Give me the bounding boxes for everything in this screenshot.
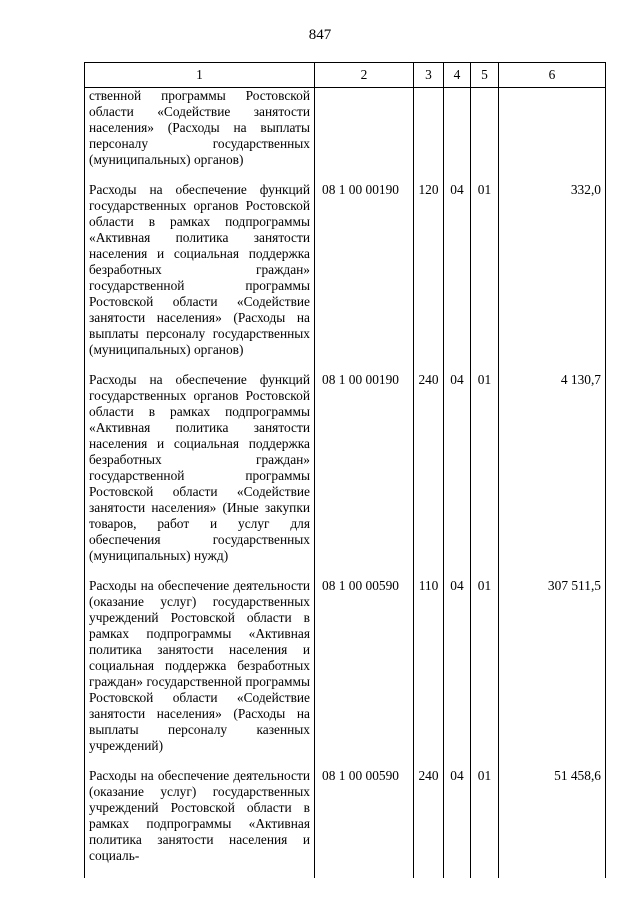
- row-expense-type: 110: [414, 578, 444, 768]
- row-description: Расходы на обеспечение функций государственных органов Ростовской области в рамках подпрограммы «Активная политика занятости населения и социальная поддержка безработных граждан» государственной программы Ростовской области «Содействие занятости населения» (Расходы на выплаты персоналу государственных (муниципальных) органов): [85, 182, 315, 372]
- row-amount: 4 130,7: [499, 372, 606, 578]
- table-row: [85, 372, 606, 578]
- table-row: [85, 578, 606, 768]
- row-subsection: 01: [471, 182, 499, 372]
- row-target-code: 08 1 00 00190: [315, 182, 414, 372]
- header-col-6: 6: [499, 63, 606, 88]
- header-row: [85, 63, 606, 88]
- row-section: 04: [444, 372, 471, 578]
- row-expense-type: [414, 88, 444, 183]
- header-col-3: 3: [414, 63, 444, 88]
- row-amount: 307 511,5: [499, 578, 606, 768]
- row-description: ственной программы Ростовской области «Содействие занятости населения» (Расходы на выплаты персоналу государственных (муниципальных) органов): [85, 88, 315, 183]
- row-expense-type: 120: [414, 182, 444, 372]
- row-description: Расходы на обеспечение деятельности (оказание услуг) государственных учреждений Ростовской области в рамках подпрограммы «Активная политика занятости населения и социальная поддержка безработных граждан» государственной программы Ростовской области «Содействие занятости населения» (Расходы на выплаты персоналу казенных учреждений): [85, 578, 315, 768]
- row-target-code: 08 1 00 00590: [315, 768, 414, 878]
- header-col-1: 1: [85, 63, 315, 88]
- row-expense-type: 240: [414, 372, 444, 578]
- row-section: 04: [444, 768, 471, 878]
- row-subsection: 01: [471, 768, 499, 878]
- row-section: [444, 88, 471, 183]
- table-row: [85, 768, 606, 878]
- table-row: [85, 88, 606, 183]
- table-body: [85, 88, 606, 879]
- row-target-code: [315, 88, 414, 183]
- row-amount: 51 458,6: [499, 768, 606, 878]
- row-subsection: 01: [471, 578, 499, 768]
- row-subsection: [471, 88, 499, 183]
- row-expense-type: 240: [414, 768, 444, 878]
- row-target-code: 08 1 00 00590: [315, 578, 414, 768]
- row-amount: [499, 88, 606, 183]
- row-description: Расходы на обеспечение деятельности (оказание услуг) государственных учреждений Ростовской области в рамках подпрограммы «Активная политика занятости населения и социаль-: [85, 768, 315, 878]
- row-section: 04: [444, 578, 471, 768]
- page-number: 847: [308, 27, 332, 43]
- header-col-4: 4: [444, 63, 471, 88]
- row-subsection: 01: [471, 372, 499, 578]
- row-target-code: 08 1 00 00190: [315, 372, 414, 578]
- table-header: [85, 63, 606, 88]
- header-col-2: 2: [315, 63, 414, 88]
- table-row: [85, 182, 606, 372]
- row-section: 04: [444, 182, 471, 372]
- budget-table: [84, 62, 606, 878]
- row-description: Расходы на обеспечение функций государственных органов Ростовской области в рамках подпрограммы «Активная политика занятости населения и социальная поддержка безработных граждан» государственной программы Ростовской области «Содействие занятости населения» (Иные закупки товаров, работ и услуг для обеспечения государственных (муниципальных) нужд): [85, 372, 315, 578]
- header-col-5: 5: [471, 63, 499, 88]
- row-amount: 332,0: [499, 182, 606, 372]
